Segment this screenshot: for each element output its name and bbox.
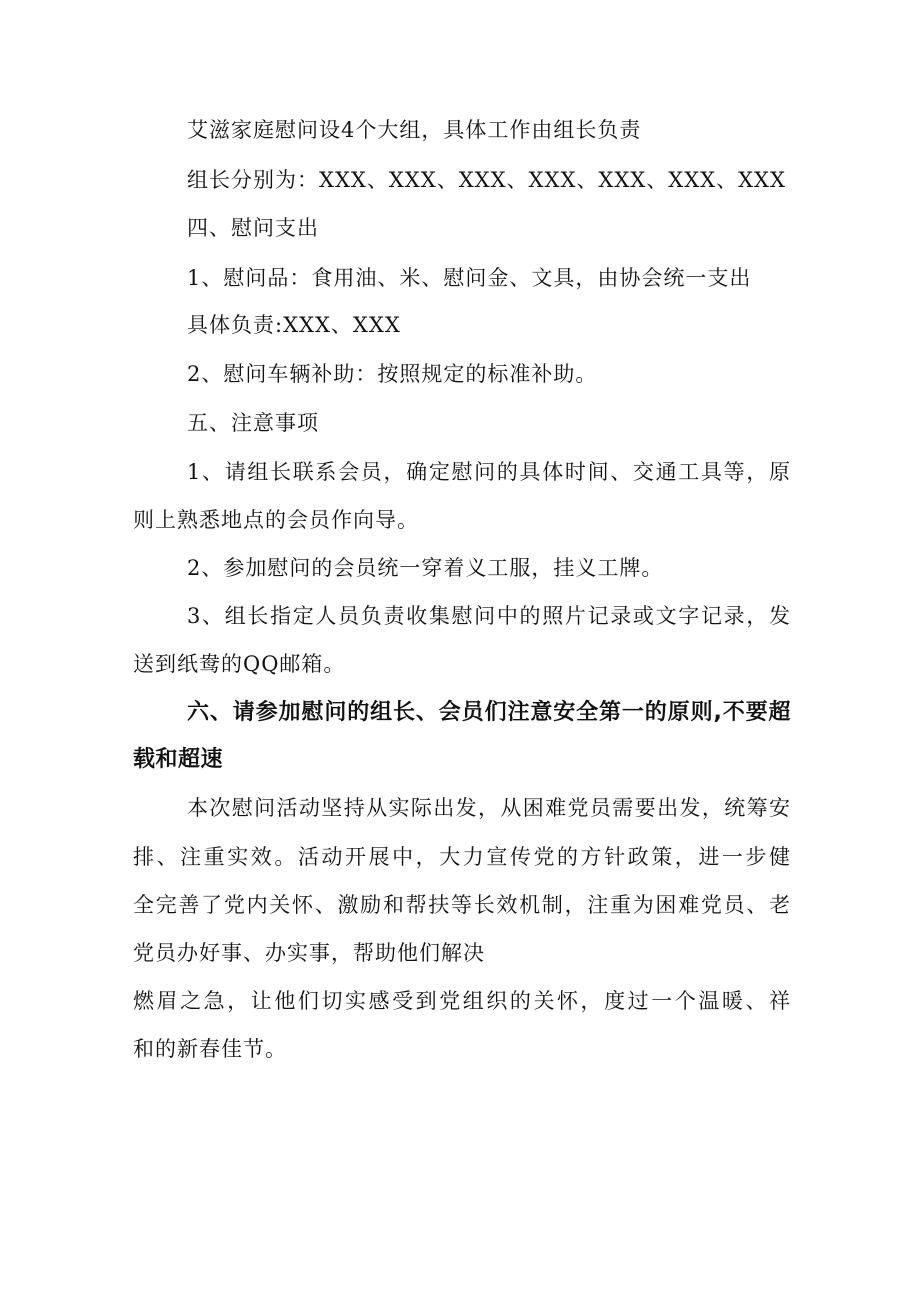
- paragraph-note-1-line-2: 则上熟悉地点的会员作向导。: [133, 508, 419, 532]
- paragraph-gifts: 1、慰问品：食用油、米、慰问金、文具，由协会统一支出: [187, 266, 752, 290]
- paragraph-summary-line-4: 党员办好事、办实事，帮助他们解决: [133, 941, 485, 965]
- paragraph-summary-line-5: 燃眉之急，让他们切实感受到党组织的关怀，度过一个温暖、祥: [133, 989, 791, 1013]
- paragraph-group-leaders: 组长分别为：XXX、XXX、XXX、XXX、XXX、XXX、XXX: [187, 168, 786, 192]
- paragraph-summary-line-6: 和的新春佳节。: [133, 1037, 287, 1061]
- paragraph-note-2: 2、参加慰问的会员统一穿着义工服，挂义工牌。: [187, 556, 664, 580]
- paragraph-note-3-line-1: 3、组长指定人员负责收集慰问中的照片记录或文字记录，发: [187, 604, 791, 628]
- paragraph-responsible: 具体负责:XXX、XXX: [187, 313, 401, 337]
- paragraph-group-setup: 艾滋家庭慰问设4个大组，具体工作由组长负责: [187, 118, 642, 142]
- paragraph-summary-line-2: 排、注重实效。活动开展中，大力宣传党的方针政策，进一步健: [133, 845, 791, 869]
- section-heading-safety-line-2: 载和超速: [133, 747, 224, 772]
- paragraph-summary-line-3: 全完善了党内关怀、激励和帮扶等长效机制，注重为困难党员、老: [133, 893, 791, 917]
- section-heading-safety-line-1: 六、请参加慰问的组长、会员们注意安全第一的原则,不要超: [187, 700, 791, 725]
- paragraph-vehicle-subsidy: 2、慰问车辆补助：按照规定的标准补助。: [187, 362, 598, 386]
- section-heading-expenses: 四、慰问支出: [187, 216, 319, 240]
- paragraph-note-3-line-2: 送到纸鸯的QQ邮箱。: [133, 652, 346, 676]
- section-heading-notes: 五、注意事项: [187, 411, 319, 435]
- paragraph-note-1-line-1: 1、请组长联系会员，确定慰问的具体时间、交通工具等，原: [187, 460, 791, 484]
- paragraph-summary-line-1: 本次慰问活动坚持从实际出发，从困难党员需要出发，统筹安: [187, 796, 791, 820]
